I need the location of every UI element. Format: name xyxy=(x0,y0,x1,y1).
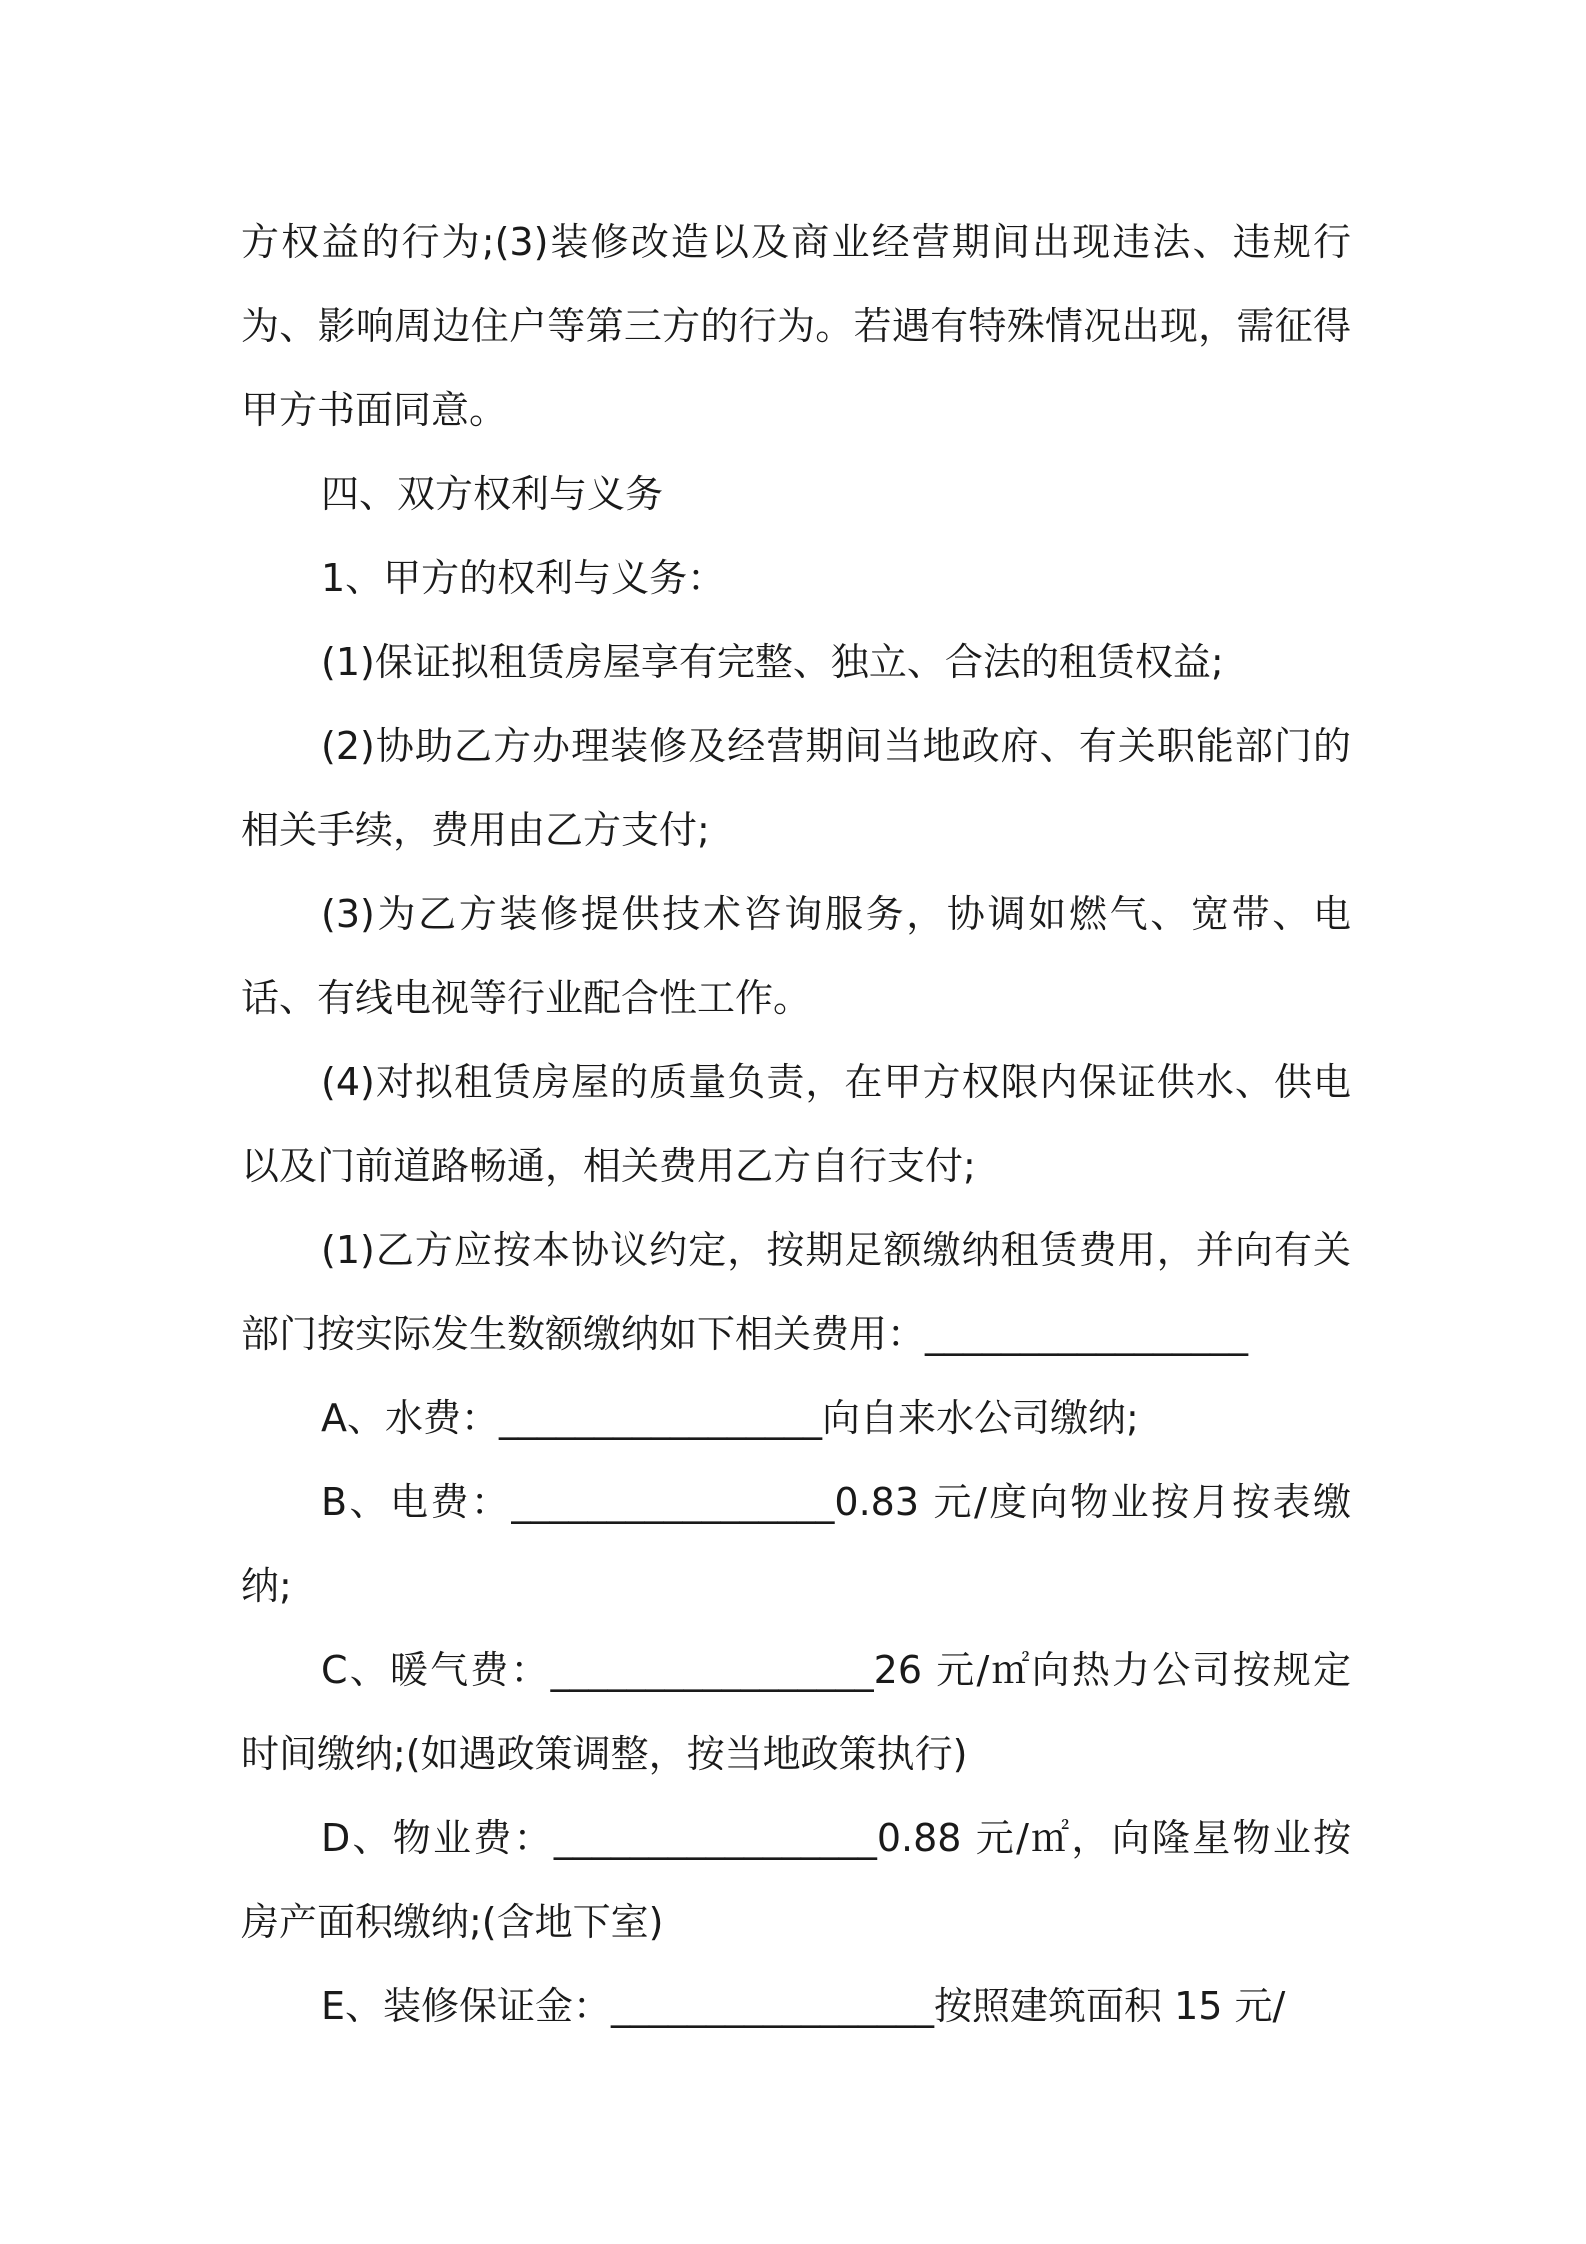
fee-item: E、装修保证金：_________________按照建筑面积 15 元/ xyxy=(321,1984,1286,2028)
fee-item: A、水费：_________________向自来水公司缴纳; xyxy=(321,1396,1139,1440)
clause-item: (1)保证拟租赁房屋享有完整、独立、合法的租赁权益; xyxy=(321,640,1224,684)
clause-item: (3)为乙方装修提供技术咨询服务，协调如燃气、宽带、电话、有线电视等行业配合性工作。 xyxy=(241,892,1351,1020)
fee-item: B、电费：_________________0.83 元/度向物业按月按表缴纳; xyxy=(241,1480,1351,1608)
clause-item: (1)乙方应按本协议约定，按期足额缴纳租赁费用，并向有关部门按实际发生数额缴纳如下相关费用：_________________ xyxy=(241,1228,1351,1356)
clause-item: (2)协助乙方办理装修及经营期间当地政府、有关职能部门的相关手续，费用由乙方支付; xyxy=(241,724,1351,852)
fee-item: D、物业费：_________________0.88 元/㎡，向隆星物业按房产面积缴纳;(含地下室) xyxy=(241,1816,1351,1944)
section-heading: 四、双方权利与义务 xyxy=(321,472,664,516)
clause-item: (4)对拟租赁房屋的质量负责，在甲方权限内保证供水、供电以及门前道路畅通，相关费用乙方自行支付; xyxy=(241,1060,1351,1188)
document-body xyxy=(241,200,1351,2048)
fee-item: C、暖气费：_________________26 元/㎡向热力公司按规定时间缴纳;(如遇政策调整，按当地政策执行) xyxy=(241,1648,1351,1776)
subsection-heading: 1、甲方的权利与义务： xyxy=(321,556,726,600)
paragraph-continuation: 方权益的行为;(3)装修改造以及商业经营期间出现违法、违规行为、影响周边住户等第三方的行为。若遇有特殊情况出现，需征得甲方书面同意。 xyxy=(241,220,1351,432)
